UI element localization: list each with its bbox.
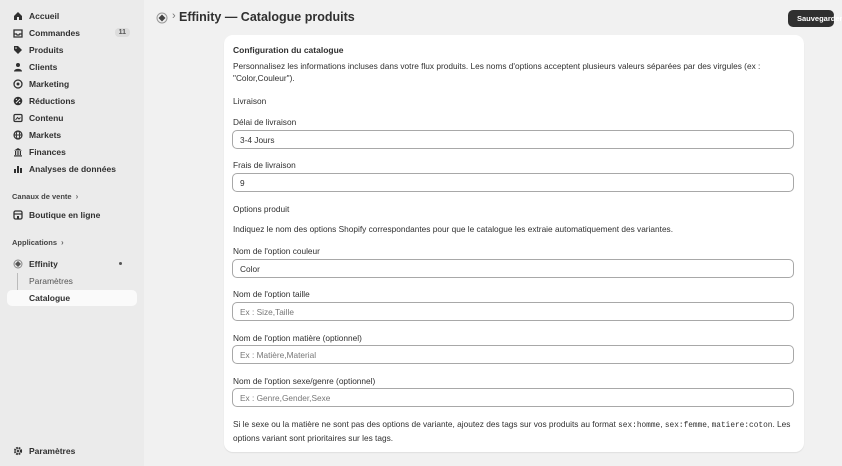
sidebar-item-contenu[interactable] [0, 109, 138, 126]
sidebar-item-label: Contenu [29, 112, 64, 123]
sidebar-sub-item-catalogue[interactable] [7, 290, 137, 306]
taille-label: Nom de l'option taille [233, 289, 310, 299]
sidebar-item-finances[interactable] [0, 143, 138, 160]
catalogue-config-card [224, 35, 804, 452]
sidebar-item-settings[interactable] [0, 442, 138, 459]
sidebar-item-reductions[interactable] [0, 92, 138, 109]
card-heading: Configuration du catalogue [233, 45, 344, 55]
sidebar-item-label: Finances [29, 146, 66, 157]
livraison-section-title: Livraison [233, 96, 267, 106]
sidebar-item-label: Boutique en ligne [29, 209, 101, 220]
content-icon [13, 113, 23, 123]
sexe-input[interactable] [232, 388, 794, 407]
sidebar-item-label: Effinity [29, 258, 58, 269]
target-icon [13, 79, 23, 89]
discount-icon [13, 96, 23, 106]
sidebar-item-analyses[interactable] [0, 160, 138, 177]
page-header [144, 0, 842, 36]
sidebar-sub-item-label: Paramètres [29, 276, 73, 286]
apps-header[interactable] [0, 235, 144, 249]
spacer [0, 223, 144, 235]
app-subnav [0, 273, 144, 306]
store-icon [13, 210, 23, 220]
sidebar-item-boutique[interactable] [0, 206, 138, 223]
sidebar-item-label: Commandes [29, 27, 81, 38]
sidebar-item-commandes[interactable] [0, 24, 138, 41]
sidebar-sub-item-parametres[interactable] [7, 273, 137, 289]
chevron-right-icon: › [75, 191, 79, 201]
tags-note [233, 418, 798, 444]
sidebar-item-marketing[interactable] [0, 75, 138, 92]
sidebar-item-label: Paramètres [29, 445, 76, 456]
note-code: sex:homme [618, 422, 661, 430]
note-code: sex:femme [664, 422, 707, 430]
spacer [0, 177, 144, 189]
sales-channels-header[interactable] [0, 189, 144, 203]
globe-icon [13, 130, 23, 140]
sexe-label: Nom de l'option sexe/genre (optionnel) [233, 376, 376, 386]
taille-input[interactable] [232, 302, 794, 321]
options-section-title: Options produit [233, 204, 290, 214]
card-intro: Personnalisez les informations incluses dans votre flux produits. Les noms d'options acceptent plusieurs valeurs séparées par des virgules (ex : "Color,Couleur"). [233, 61, 761, 83]
sidebar [0, 0, 144, 466]
home-icon [13, 11, 23, 21]
chart-bar-icon [13, 164, 23, 174]
note-separator: , [660, 419, 665, 429]
sidebar-item-label: Réductions [29, 95, 76, 106]
person-icon [13, 62, 23, 72]
sidebar-item-label: Analyses de données [29, 163, 116, 174]
sales-channels-title: Canaux de vente [12, 191, 72, 201]
effinity-icon [156, 12, 168, 24]
note-separator: , [706, 419, 712, 429]
frais-label: Frais de livraison [233, 160, 296, 170]
note-text: . Les options variant sont prioritaires sur les tags. [233, 419, 791, 443]
sidebar-sub-item-label: Catalogue [29, 293, 71, 303]
delai-label: Délai de livraison [233, 117, 297, 127]
matiere-input[interactable] [232, 345, 794, 364]
sidebar-item-clients[interactable] [0, 58, 138, 75]
note-text: Si le sexe ou la matière ne sont pas des options de variante, ajoutez des tags sur vos produits au format [233, 419, 619, 429]
sidebar-item-accueil[interactable] [0, 7, 138, 24]
sidebar-item-label: Accueil [29, 10, 60, 21]
save-button[interactable]: Sauvegarder [788, 10, 834, 27]
note-code: matiere:coton [711, 422, 773, 430]
options-intro: Indiquez le nom des options Shopify correspondantes pour que le catalogue les extraie automatiquement des variantes. [233, 224, 674, 234]
sidebar-item-label: Marketing [29, 78, 70, 89]
breadcrumb-chevron-icon: › [172, 10, 176, 22]
sidebar-item-label: Markets [29, 129, 62, 140]
sidebar-item-effinity[interactable] [0, 255, 138, 272]
orders-count-badge: 11 [115, 28, 130, 37]
chevron-right-icon: › [61, 237, 64, 247]
apps-title: Applications [12, 237, 58, 247]
gear-icon [13, 446, 23, 456]
tag-icon [13, 45, 23, 55]
delai-input[interactable] [232, 130, 794, 149]
couleur-input[interactable] [232, 259, 794, 278]
matiere-label: Nom de l'option matière (optionnel) [233, 333, 362, 343]
pin-indicator-icon [119, 262, 122, 265]
effinity-icon [13, 259, 23, 269]
sidebar-item-label: Produits [29, 44, 64, 55]
page-title: Effinity — Catalogue produits [179, 10, 355, 24]
couleur-label: Nom de l'option couleur [233, 246, 320, 256]
sidebar-item-label: Clients [29, 61, 58, 72]
sidebar-item-produits[interactable] [0, 41, 138, 58]
inbox-icon [13, 28, 23, 38]
bank-icon [13, 147, 23, 157]
sidebar-item-markets[interactable] [0, 126, 138, 143]
frais-input[interactable] [232, 173, 794, 192]
